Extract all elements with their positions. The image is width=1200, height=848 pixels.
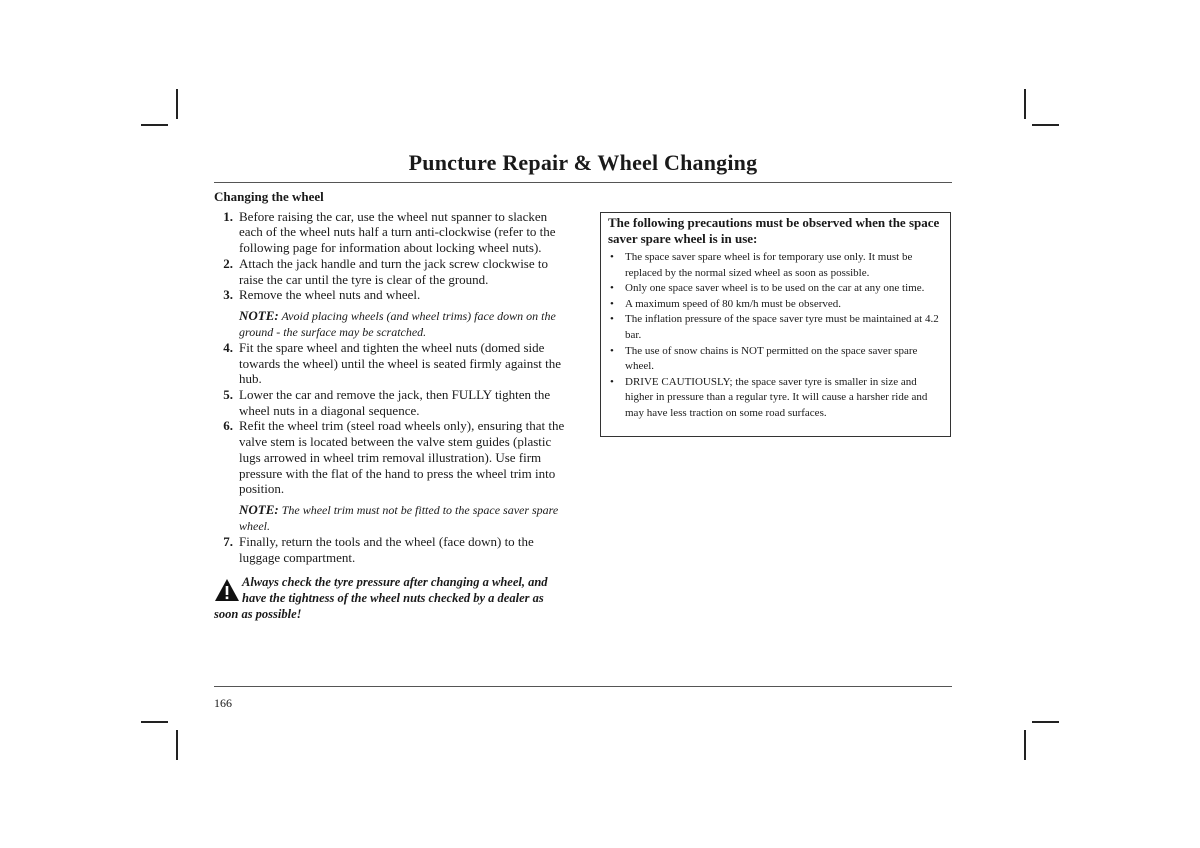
page-number: 166 <box>214 696 232 710</box>
note-text: The wheel trim must not be fitted to the space saver spare wheel. <box>239 502 559 533</box>
precautions-list <box>608 250 943 422</box>
title-rule <box>214 182 952 183</box>
step-6 <box>214 418 566 497</box>
step-number: 7. <box>223 533 233 549</box>
bullet: • <box>610 251 614 263</box>
step-1 <box>214 209 566 256</box>
crop-mark <box>1024 89 1026 119</box>
step-number: 5. <box>223 387 233 403</box>
crop-mark <box>141 124 168 126</box>
step-text: Remove the wheel nuts and wheel. <box>239 287 421 303</box>
bullet: • <box>610 344 614 357</box>
note-wheel-trim <box>214 502 566 534</box>
bullet: • <box>610 297 614 310</box>
step-text: Fit the spare wheel and tighten the wheel nuts (domed side towards the wheel) until the wheel is seated firmly against the hub. <box>239 339 562 387</box>
warning-text: Always check the tyre pressure after changing a wheel, and have the tightness of the wheel nuts checked by a dealer as soon as possible! <box>214 575 548 621</box>
crop-mark <box>1032 721 1059 723</box>
step-4 <box>214 340 566 387</box>
step-number: 3. <box>223 287 233 303</box>
list-item: • A maximum speed of 80 km/h must be observed. <box>608 297 943 313</box>
step-number: 4. <box>223 339 233 355</box>
crop-mark <box>141 721 168 723</box>
list-item: • Only one space saver wheel is to be used on the car at any one time. <box>608 281 943 297</box>
warning-triangle-icon <box>214 578 240 602</box>
crop-mark <box>176 730 178 760</box>
page-title: Puncture Repair & Wheel Changing <box>408 150 758 175</box>
step-text: Lower the car and remove the jack, then FULLY tighten the wheel nuts in a diagonal sequence. <box>239 387 551 418</box>
precautions-heading: The following precautions must be observed when the space saver spare wheel is in use: <box>608 215 940 246</box>
note-text: Avoid placing wheels (and wheel trims) face down on the ground - the surface may be scratched. <box>239 308 556 339</box>
step-text: Attach the jack handle and turn the jack screw clockwise to raise the car until the tyre is clear of the ground. <box>239 255 548 287</box>
crop-mark <box>1024 730 1026 760</box>
section-heading: Changing the wheel <box>214 189 324 204</box>
step-number: 6. <box>223 418 233 434</box>
step-text: Finally, return the tools and the wheel (face down) to the luggage compartment. <box>239 533 534 565</box>
step-5 <box>214 387 566 418</box>
step-number: 2. <box>223 255 233 271</box>
precautions-box <box>600 212 951 437</box>
step-number: 1. <box>223 208 233 224</box>
changing-wheel-section <box>214 189 566 623</box>
warning-message <box>214 575 566 622</box>
step-2 <box>214 256 566 287</box>
step-text: Refit the wheel trim (steel road wheels only), ensuring that the valve stem is located between the valve stem guides (plastic lugs arrowed in wheel trim removal illustration). Use firm pressure with the flat of the hand to press the wheel trim into position. <box>239 418 565 497</box>
crop-mark <box>176 89 178 119</box>
crop-mark <box>1032 124 1059 126</box>
note-label: NOTE: <box>239 307 279 323</box>
note-placing-wheels <box>214 308 566 340</box>
list-item: • DRIVE CAUTIOUSLY; the space saver tyre is smaller in size and higher in pressure than a regular tyre. It will cause a harsher ride and may have less traction on some road surfaces. <box>610 375 928 419</box>
list-item: • The use of snow chains is NOT permitted on the space saver spare wheel. <box>610 344 918 373</box>
list-item: • The space saver spare wheel is for temporary use only. It must be replaced by the normal sized wheel as soon as possible. <box>610 251 913 279</box>
step-text: Before raising the car, use the wheel nut spanner to slacken each of the wheel nuts half a turn anti-clockwise (refer to the following page for information about locking wheel nuts). <box>239 208 556 256</box>
bullet: • <box>610 313 614 326</box>
bullet: • <box>610 375 614 388</box>
step-7 <box>214 534 566 565</box>
note-label: NOTE: <box>239 501 279 517</box>
list-item: • The inflation pressure of the space saver tyre must be maintained at 4.2 bar. <box>610 313 939 341</box>
footer-rule <box>214 686 952 687</box>
step-3 <box>214 287 566 303</box>
bullet: • <box>610 282 614 295</box>
